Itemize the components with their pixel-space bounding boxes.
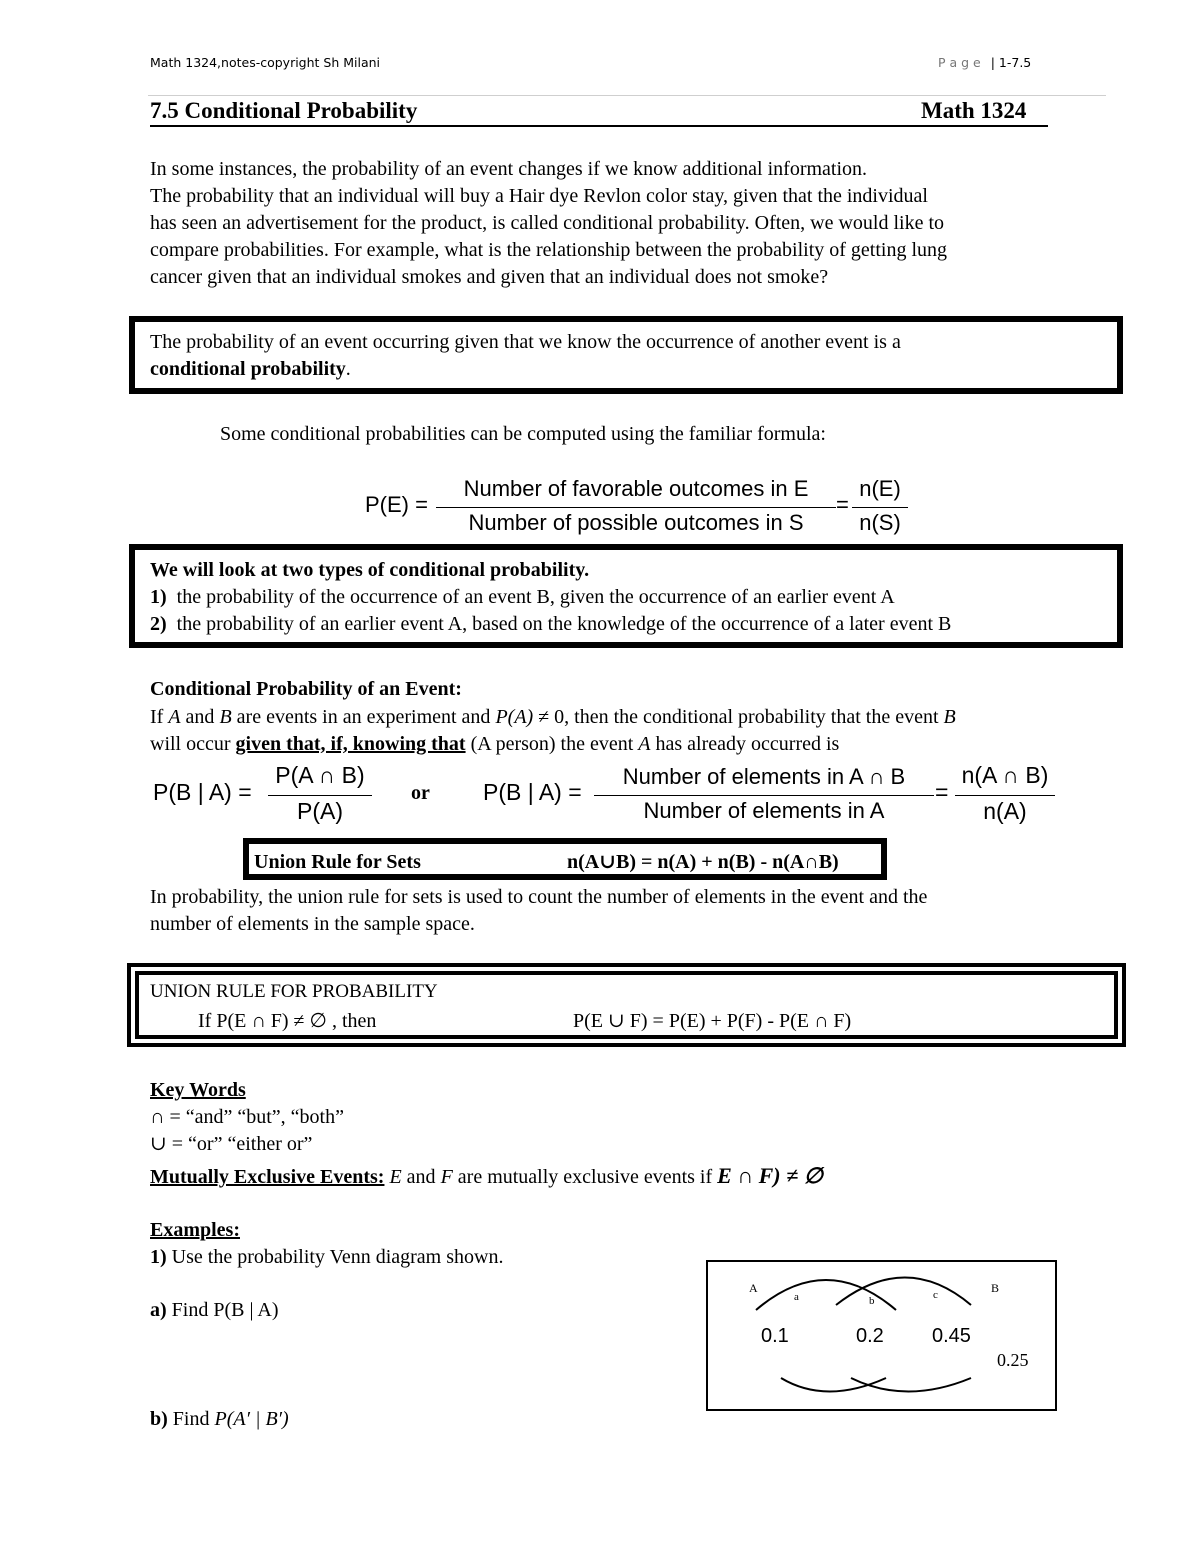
header-left: Math 1324,notes-copyright Sh Milani (150, 55, 381, 70)
cond-text (150, 704, 1120, 758)
pe-lhs: P(E) = (365, 492, 428, 517)
union-text-line: number of elements in the sample space. (150, 913, 475, 935)
union-sets-formula: n(A∪B) = n(A) + n(B) - n(A∩B) (567, 851, 839, 873)
types-heading: We will look at two types of conditional probability. (150, 559, 590, 581)
union-prob-condition: If P(E ∩ F) ≠ ∅ , then (198, 1010, 377, 1032)
venn-circle-b-bottom (851, 1378, 971, 1392)
cond-equals: = (935, 779, 949, 805)
cond-heading: Conditional Probability of an Event: (150, 678, 462, 700)
type-2-text: the probability of an earlier event A, based on the knowledge of the occurrence of a later event B (176, 613, 952, 635)
pe-numerator-2: n(E) (859, 476, 901, 501)
venn-circle-a-top (756, 1280, 896, 1310)
page-word: P a g e (938, 55, 981, 70)
example-1: 1) Use the probability Venn diagram shown. (150, 1246, 504, 1268)
union-prob-formula: P(E ∪ F) = P(E) + P(F) - P(E ∩ F) (573, 1010, 852, 1032)
cond-den-2: Number of elements in A (643, 798, 885, 823)
venn-value-c: 0.45 (932, 1325, 971, 1347)
type-2-number: 2) (150, 613, 167, 635)
union-sets-label: Union Rule for Sets (254, 851, 421, 873)
cond-line-2: will occur given that, if, knowing that (A person) the event A has already occurred is (150, 733, 840, 755)
mutually-exclusive-label: Mutually Exclusive Events: (150, 1166, 385, 1188)
venn-value-a: 0.1 (761, 1325, 789, 1347)
example-1b-expr: P(A′ | B′) (214, 1408, 289, 1430)
definition-text (150, 329, 901, 383)
definition-end: . (345, 358, 351, 380)
page-number: | 1-7.5 (990, 55, 1032, 70)
course-title: Math 1324 (921, 98, 1027, 123)
given-phrase: given that, if, knowing that (235, 733, 466, 755)
type-1-text: the probability of the occurrence of an event B, given the occurrence of an earlier event A (176, 586, 895, 608)
formula-intro: Some conditional probabilities can be computed using the familiar formula: (220, 423, 826, 445)
cond-num-3: n(A ∩ B) (961, 762, 1049, 788)
intro-line: In some instances, the probability of an event changes if we know additional information. (150, 158, 868, 180)
cond-den-1: P(A) (297, 798, 343, 824)
pe-equals: = (836, 492, 849, 517)
intro-line: cancer given that an individual smokes and given that an individual does not smoke? (150, 266, 829, 288)
intro-line: has seen an advertisement for the product, is called conditional probability. Often, we would like to (150, 212, 945, 234)
header-page (938, 55, 1031, 70)
venn-region-a: a (794, 1291, 799, 1303)
cond-bar-3 (955, 795, 1055, 796)
keywords-heading: Key Words (150, 1079, 246, 1101)
keyword-or: ∪ = “or” “either or” (150, 1133, 313, 1155)
venn-label-b: B (991, 1281, 1000, 1295)
pe-denominator-2: n(S) (859, 510, 901, 535)
mutually-exclusive-formula: E ∩ F) ≠ ∅ (717, 1163, 823, 1188)
title-rule (150, 125, 1048, 127)
pe-numerator: Number of favorable outcomes in E (463, 476, 809, 501)
union-text (150, 884, 927, 938)
cond-lhs-1: P(B | A) = (153, 779, 252, 805)
intro-line: The probability that an individual will buy a Hair dye Revlon color stay, given that the individual (150, 185, 928, 207)
intro-paragraph (150, 156, 1110, 291)
example-1a: a) Find P(B | A) (150, 1299, 279, 1321)
keyword-and: ∩ = “and” “but”, “both” (150, 1106, 344, 1128)
venn-diagram (706, 1260, 1058, 1412)
cond-bar-1 (268, 795, 372, 796)
venn-region-b: b (869, 1295, 875, 1307)
cond-bar-2 (594, 795, 934, 796)
mutually-exclusive-line: Mutually Exclusive Events: E and F are mutually exclusive events if E ∩ F) ≠ ∅ (150, 1163, 823, 1188)
union-text-line: In probability, the union rule for sets is used to count the number of elements in the event and the (150, 886, 928, 908)
definition-term: conditional probability (150, 358, 346, 380)
cond-num-2: Number of elements in A ∩ B (622, 764, 906, 789)
or-word: or (411, 782, 430, 804)
types-text (150, 557, 951, 638)
section-title: 7.5 Conditional Probability (150, 98, 418, 123)
venn-circle-b-top (836, 1278, 971, 1306)
pe-fraction-bar (436, 507, 836, 508)
cond-line-1: If A and B are events in an experiment and P(A) ≠ 0, then the conditional probability that the event B (150, 706, 956, 728)
cond-den-3: n(A) (983, 798, 1027, 824)
type-1-number: 1) (150, 586, 167, 608)
pe-denominator: Number of possible outcomes in S (468, 510, 804, 535)
examples-heading: Examples: (150, 1219, 240, 1241)
venn-region-c: c (933, 1289, 938, 1301)
venn-value-b: 0.2 (856, 1325, 884, 1347)
pe-fraction-bar-2 (852, 507, 908, 508)
cond-num-1: P(A ∩ B) (275, 762, 365, 788)
union-prob-title: UNION RULE FOR PROBABILITY (150, 981, 438, 1002)
header-rule (148, 95, 1106, 96)
venn-label-a: A (749, 1281, 758, 1295)
intro-line: compare probabilities. For example, what is the relationship between the probability of getting lung (150, 239, 948, 261)
example-1b: b) Find P(A′ | B′) (150, 1408, 289, 1430)
definition-line: The probability of an event occurring given that we know the occurrence of another event is a (150, 331, 901, 353)
cond-lhs-2: P(B | A) = (483, 779, 582, 805)
venn-value-outside: 0.25 (997, 1350, 1029, 1370)
